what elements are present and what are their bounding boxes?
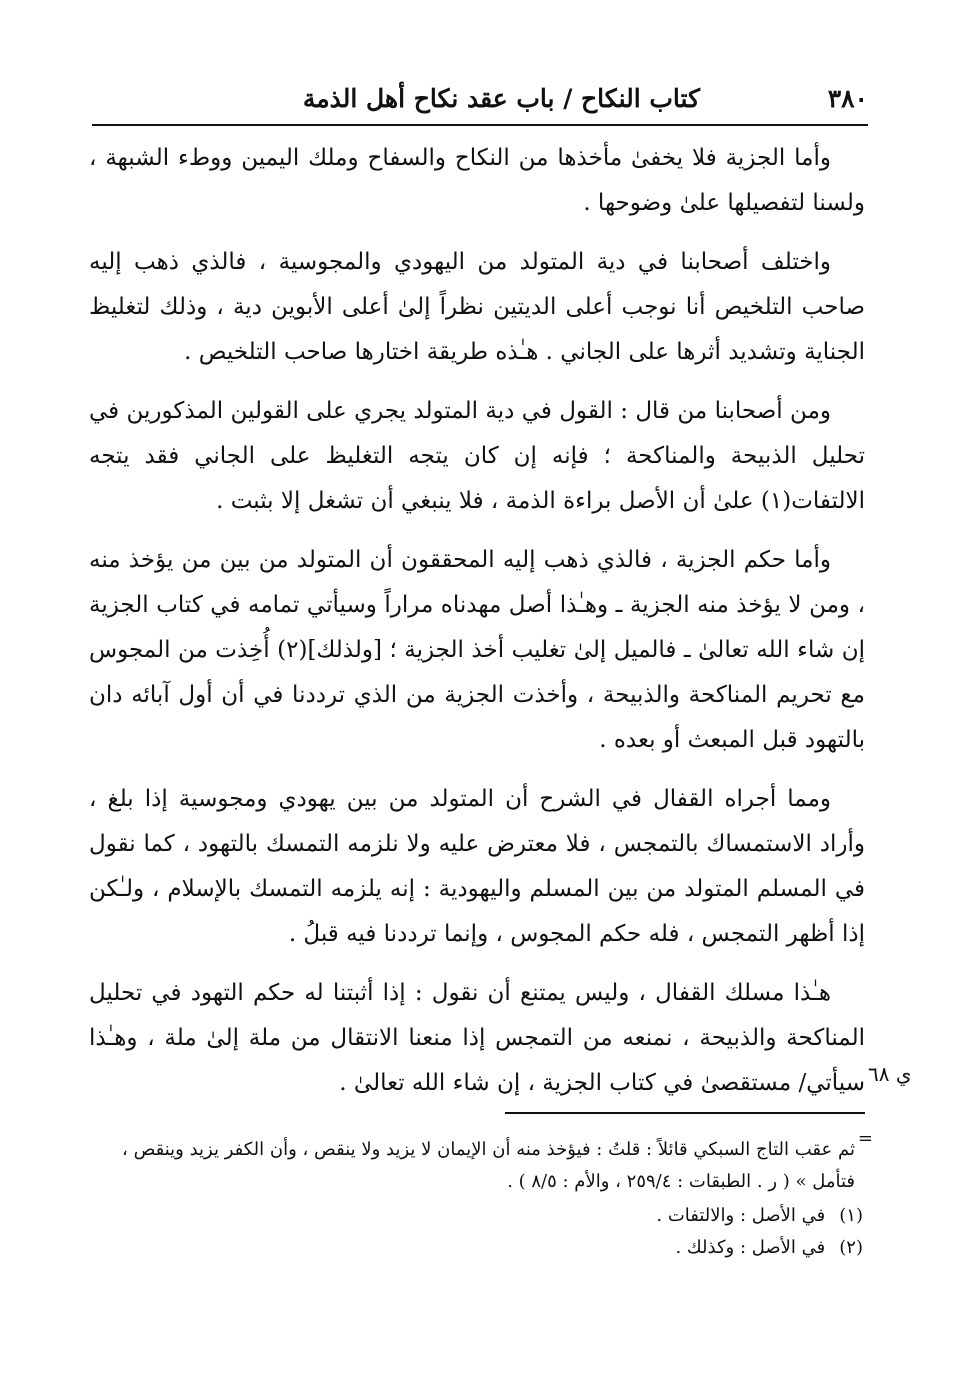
footnote-2 [103, 1232, 863, 1264]
page-header [92, 82, 868, 126]
footnote-1 [103, 1200, 863, 1232]
footnote-number: (٢) [839, 1237, 863, 1258]
footnote-continuation: ثم عقب التاج السبكي قائلاً : قلتُ : فيؤخذ منه أن الإيمان لا يزيد ولا ينقص ، وأن الكفر يزيد وينقص ، فتأمل » ( ر . الطبقات : ٢٥٩/٤ ، والأم : ٨/٥ ) . [122, 1139, 855, 1192]
main-text [89, 136, 865, 1120]
footnotes [103, 1134, 863, 1264]
footnote-text: في الأصل : والالتفات . [656, 1205, 826, 1226]
paragraph-5: ومما أجراه القفال في الشرح أن المتولد من بين يهودي ومجوسية إذا بلغ ، وأراد الاستمساك بالتمجس ، فلا معترض عليه ولا نلزمه التمسك بالتهود ، كما نقول في المسلم المتولد من بين المسلم واليهودية : إنه يلزمه التمسك بالإسلام ، ولـٰكن إذا أظهر التمجس ، فله حكم المجوس ، وإنما ترددنا فيه قبلُ . [89, 786, 865, 947]
paragraph-1: وأما الجزية فلا يخفىٰ مأخذها من النكاح والسفاح وملك اليمين ووطء الشبهة ، ولسنا لتفصيلها علىٰ وضوحها . [89, 145, 865, 216]
page-number: ٣٨٠ [818, 84, 868, 113]
paragraph-6: هـٰذا مسلك القفال ، وليس يمتنع أن نقول : إذا أثبتنا له حكم التهود في تحليل المناكحة والذبيحة ، نمنعه من التمجس إذا منعنا الانتقال من ملة إلىٰ ملة ، وهـٰذا سيأتي/ مستقصىٰ في كتاب الجزية ، إن شاء الله تعالىٰ . [89, 980, 865, 1096]
footnote-divider [505, 1112, 865, 1114]
running-title: كتاب النكاح / باب عقد نكاح أهل الذمة [295, 84, 708, 113]
footnote-continuation-mark: = [857, 1128, 873, 1149]
paragraph-3: ومن أصحابنا من قال : القول في دية المتولد يجري على القولين المذكورين في تحليل الذبيحة والمناكحة ؛ فإنه إن كان يتجه التغليظ على الجاني فقد يتجه الالتفات(١) علىٰ أن الأصل براءة الذمة ، فلا ينبغي أن تشغل إلا بثبت . [89, 398, 865, 514]
paragraph-4: وأما حكم الجزية ، فالذي ذهب إليه المحققون أن المتولد من بين من يؤخذ منه ، ومن لا يؤخذ منه الجزية ـ وهـٰذا أصل مهدناه مراراً وسيأتي تمامه في كتاب الجزية إن شاء الله تعالىٰ ـ فالميل إلىٰ تغليب أخذ الجزية ؛ [ولذلك](٢) أُخِذت من المجوس مع تحريم المناكحة والذبيحة ، وأخذت الجزية من الذي ترددنا في أن أول آبائه دان بالتهود قبل المبعث أو بعده . [89, 547, 865, 753]
paragraph-2: واختلف أصحابنا في دية المتولد من اليهودي والمجوسية ، فالذي ذهب إليه صاحب التلخيص أنا نوجب أعلى الديتين نظراً إلىٰ أعلى الأبوين دية ، وذلك لتغليظ الجناية وتشديد أثرها على الجاني . هـٰذه طريقة اختارها صاحب التلخيص . [89, 249, 865, 365]
manuscript-folio-note: ي ٦٨ [868, 1062, 912, 1086]
footnote-number: (١) [839, 1205, 863, 1226]
footnote-text: في الأصل : وكذلك . [675, 1237, 826, 1258]
